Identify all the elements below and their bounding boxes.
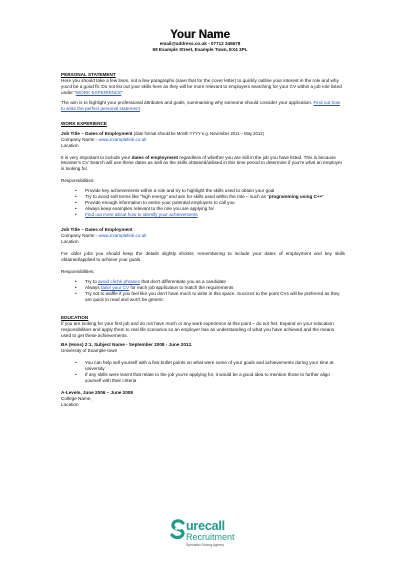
education-heading: EDUCATION [61, 314, 89, 320]
achievements-link[interactable]: Find out more about how to identify your achievements [85, 212, 198, 218]
job1-desc-c: regardless of whether you are still in the job you have listed. This is because Monster's CV Search will use these dates as well as the skills obtained/utilised in this time period to determine if you're what an employer is looking for. [61, 154, 343, 172]
personal-statement-paragraph-1 [61, 78, 345, 96]
education-list [61, 360, 345, 384]
degree-title-text: BA (Hons) 2:1, Subject Name - September 2008 - June 2012. [61, 342, 193, 348]
personal-statement-guide-link[interactable]: Find out how to write the perfect personal statement [61, 99, 341, 111]
job2-location: Location [61, 239, 79, 245]
personal-statement-paragraph-2 [61, 100, 345, 112]
job1-title: Job Title – Dates of Employment [61, 130, 133, 136]
address-line: 99 Example Street, Example Town, EX4 3PL [152, 47, 248, 52]
job2-bullet2-a: Always [85, 284, 101, 290]
logo-mark-icon [170, 519, 186, 539]
candidate-name: Your Name [170, 29, 230, 41]
job2-title-text: Job Title – Dates of Employment [61, 227, 133, 233]
cv-content [61, 72, 345, 408]
job2-company-website[interactable]: www.examplelink.co.uk [98, 233, 147, 239]
college-location: Location [61, 402, 79, 408]
job2-responsibilities-list [61, 279, 345, 303]
job2-bullet1-a: Try to [85, 278, 98, 284]
job2-bullet2-c: for each job application to match the requirements [129, 284, 234, 290]
logo-wordmark: urecall [186, 519, 225, 533]
job1-bullet2-a: Try to avoid soft terms like “high energy” and aim for skills used within the role – such as “ [85, 194, 269, 200]
personal-statement-heading: PERSONAL STATEMENT [61, 72, 116, 77]
list-item: • You can help sell yourself with a few bullet points on what were some of your goals and achievements during your time at university [85, 360, 345, 372]
list-item: • Provide key achievements within a role and try to highlight the skills used to obtain your goal [85, 188, 345, 194]
degree-university: University of Example-town [61, 348, 118, 354]
list-item [85, 212, 345, 218]
work-experience-link[interactable]: WORK EXPERIENCE [75, 89, 122, 95]
cv-header [0, 29, 400, 53]
job1-responsibilities-label: Responsibilities: [61, 178, 95, 184]
job1-bullet2-bold: programming using C++ [268, 194, 323, 200]
job1-location: Location [61, 142, 79, 148]
job1-date-note: (date format should be Month YYYY e.g. November 2011 – May 2012) [132, 130, 264, 136]
job1-bullet2-c: ” [322, 194, 324, 200]
job1-description [61, 155, 345, 173]
list-item: • If any skills were learnt that relate to the job you're applying for, it would be a good idea to mention those to further align yourself with their criteria [85, 372, 345, 384]
tailor-cv-link[interactable]: tailor your CV [101, 284, 130, 290]
job2-responsibilities-label: Responsibilities: [61, 268, 95, 274]
list-item: • Try not to waffle if you feel like you don't have much to write in this space. Succinct to the point CVs will be preferred as they are quick to read and won't be generic [85, 291, 345, 303]
cliche-phrases-link[interactable]: avoid cliché phrases [97, 278, 141, 284]
personal-statement-text: Here you should take a few lines, not a few paragraphs (save that for the cover letter) to quickly outline your interest in the role and why you'd be a good fit. Do not list out your skills here as they will be more relevant to employers searching for your CV within a job role listed under “ [61, 77, 342, 95]
education-intro: If you are looking for your first job and do not have much or any work experience at this point – do not fret. Expand on your education responsibilities and apply them to real life scenarios so an employer has an understanding of what you have achieved and the means used to get these achievements. [61, 320, 335, 338]
job1-desc-bold: dates of employment [131, 154, 179, 160]
job1-desc-a: It is very important to include your [61, 154, 132, 160]
logo-tagline: Specialist Driving Agency [186, 543, 225, 547]
job2-bullet1-c: that don't differentiate you as a candidate [140, 278, 226, 284]
job2-description: For older jobs you should keep the details slightly shorter, remembering to include your dates of employment and key skills obtained/applied to achieve your goals. [61, 250, 345, 262]
surecall-logo [170, 519, 260, 553]
contact-line: email@address.co.uk - 07712 345678 [159, 41, 241, 46]
work-experience-heading: WORK EXPERIENCE [61, 120, 107, 126]
college-name: College Name, [61, 396, 92, 402]
personal-statement-end: ”. [121, 89, 125, 95]
personal-statement-aim-text: The aim is to highlight your professional attributes and goals, summarising why someone should consider your application. [61, 99, 314, 105]
job1-company: Company Name - [61, 136, 99, 142]
alevels-title-text: A-Levels, June 2006 – June 2008 [61, 390, 133, 396]
list-item: • Always keep examples relevant to the role you are applying for [85, 206, 345, 212]
job2-company: Company Name - [61, 233, 99, 239]
list-item: • Provide enough information to entice your potential employers to call you [85, 200, 345, 206]
logo-subtitle: Recruitment [186, 532, 235, 542]
job1-company-website[interactable]: www.examplelink.co.uk [98, 136, 147, 142]
job1-responsibilities-list [61, 188, 345, 218]
